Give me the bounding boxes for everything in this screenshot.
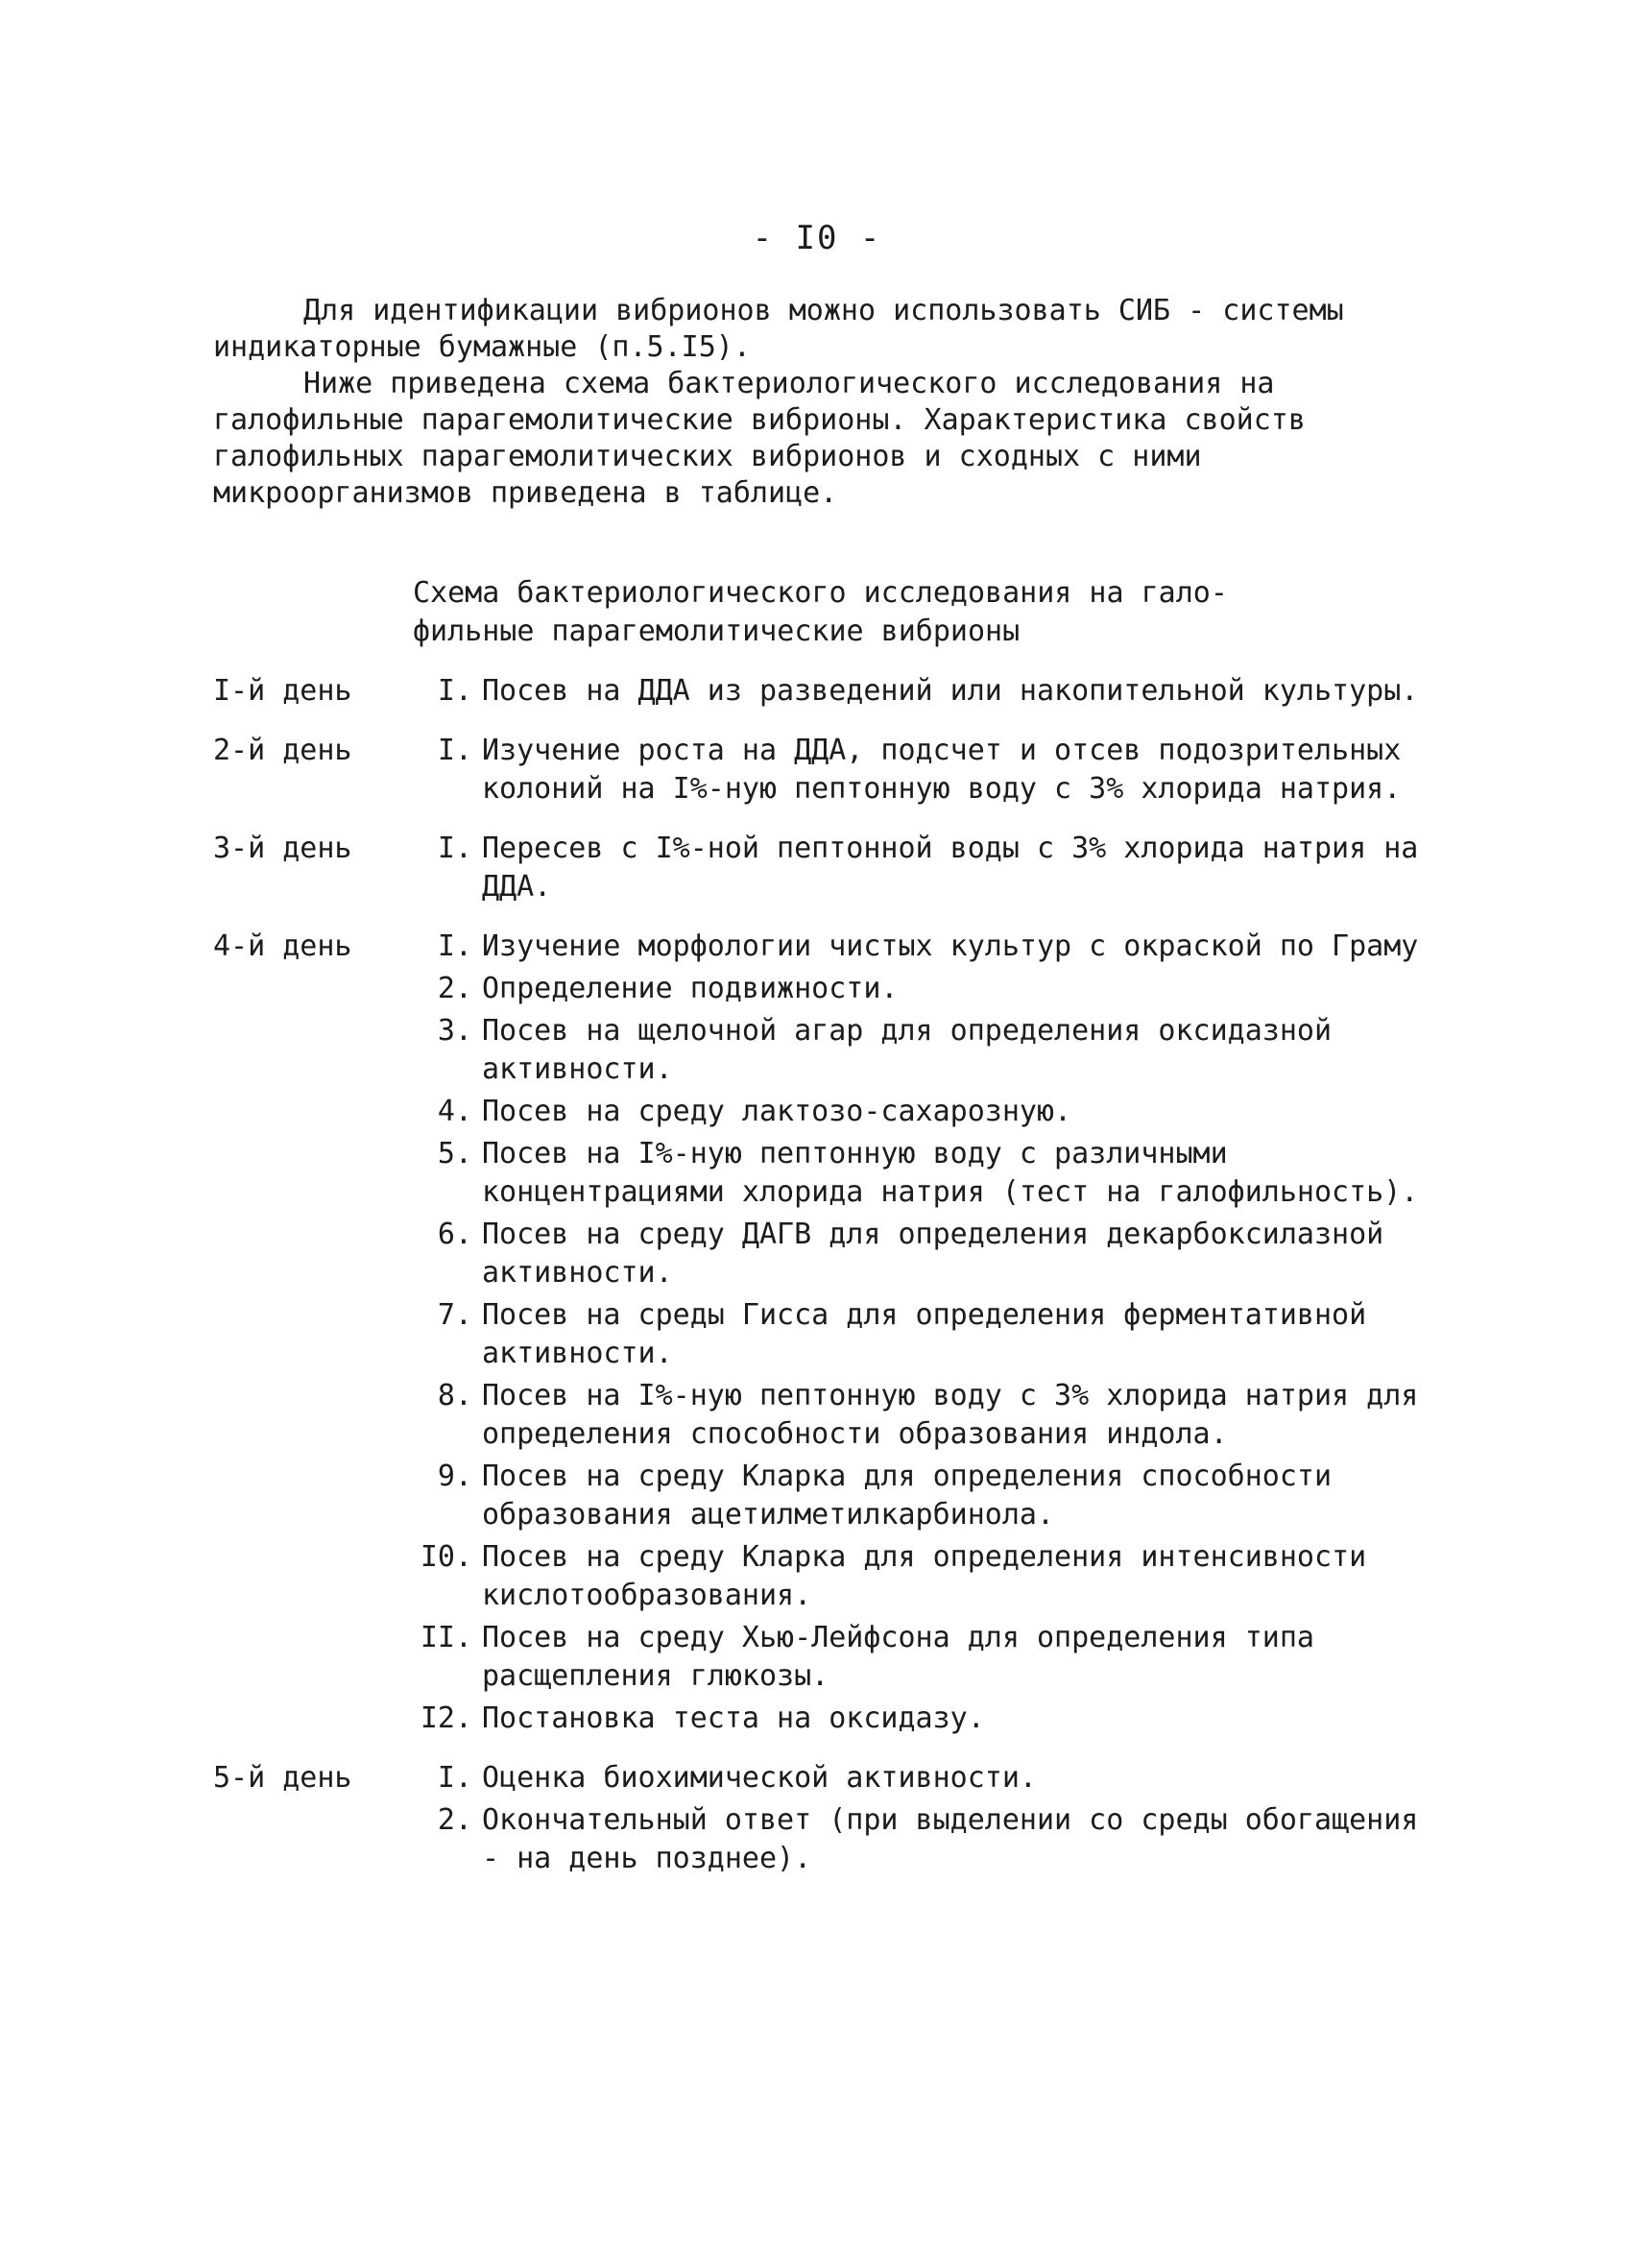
step-text: Посев на I%-ную пептонную воду с 3% хлорида натрия для определения способности образования индола. — [482, 1379, 1419, 1451]
step-item — [405, 1216, 1452, 1292]
step-text: Определение подвижности. — [482, 972, 899, 1005]
step-text: Изучение морфологии чистых культур с окраской по Граму — [482, 929, 1419, 963]
step-item — [405, 672, 1452, 711]
step-number: 8. — [437, 1379, 472, 1412]
step-number: II. — [420, 1621, 472, 1654]
day-steps — [405, 1759, 1452, 1882]
step-number: 5. — [437, 1137, 472, 1170]
step-number: 9. — [437, 1460, 472, 1493]
day-block — [213, 672, 1452, 714]
step-number: 6. — [437, 1218, 472, 1251]
day-label: 2-й день — [213, 734, 352, 767]
schema-title — [413, 574, 1277, 651]
step-item — [405, 1538, 1452, 1615]
step-item — [405, 1619, 1452, 1696]
step-text: Посев на щелочной агар для определения оксидазной активности. — [482, 1014, 1333, 1086]
step-text: Посев на среду Хью-Лейфсона для определения типа расщепления глюкозы. — [482, 1621, 1314, 1693]
day-label: 5-й день — [213, 1761, 352, 1795]
step-item — [405, 1093, 1452, 1131]
step-text: Посев на I%-ную пептонную воду с различными концентрациями хлорида натрия (тест на галофильность). — [482, 1137, 1419, 1209]
intro-paragraph-1: Для идентификации вибрионов можно использовать СИБ - системы индикаторные бумажные (п.5.I5). — [213, 294, 1344, 364]
day-block — [213, 928, 1452, 1742]
day-steps — [405, 672, 1452, 714]
step-number: 3. — [437, 1014, 472, 1048]
step-number: I0. — [420, 1540, 472, 1574]
step-text: Окончательный ответ (при выделении со среды обогащения - на день позднее). — [482, 1803, 1419, 1875]
day-label: I-й день — [213, 674, 352, 708]
intro-paragraph-2: Ниже приведена схема бактериологического исследования на галофильные парагемолитические вибрионы. Характеристика свойств галофильных парагемолитических вибрионов и сходных с ними микроорганизмов приведена в таблице. — [213, 367, 1306, 510]
step-number: I. — [437, 1761, 472, 1795]
schema-title-line-1: Схема бактериологического исследования на гало- — [413, 576, 1228, 610]
day-label: 3-й день — [213, 832, 352, 865]
step-number: I. — [437, 929, 472, 963]
step-text: Пересев с I%-ной пептонной воды с 3% хлорида натрия на ДДА. — [482, 832, 1419, 904]
step-text: Посев на среду Кларка для определения способности образования ацетилметилкарбинола. — [482, 1460, 1333, 1532]
step-text: Изучение роста на ДДА, подсчет и отсев подозрительных колоний на I%-ную пептонную воду с 3% хлорида натрия. — [482, 734, 1402, 806]
step-text: Посев на среду ДАГВ для определения декарбоксилазной активности. — [482, 1218, 1384, 1290]
step-number: I2. — [420, 1701, 472, 1735]
page-number: - I0 - — [752, 219, 882, 257]
step-item — [405, 732, 1452, 808]
step-item — [405, 1759, 1452, 1798]
step-item — [405, 830, 1452, 906]
step-number: 7. — [437, 1298, 472, 1332]
step-text: Оценка биохимической активности. — [482, 1761, 1037, 1795]
step-item — [405, 1801, 1452, 1878]
step-item — [405, 1458, 1452, 1534]
step-text: Посев на среду лактозо-сахарозную. — [482, 1095, 1072, 1128]
schema-title-line-2: фильные парагемолитические вибрионы — [413, 615, 1021, 648]
step-number: I. — [437, 832, 472, 865]
step-number: 4. — [437, 1095, 472, 1128]
day-steps — [405, 928, 1452, 1742]
step-item — [405, 928, 1452, 966]
step-item — [405, 1700, 1452, 1738]
schedule — [213, 672, 1452, 1899]
step-item — [405, 1296, 1452, 1373]
day-block — [213, 732, 1452, 812]
step-text: Посев на среду Кларка для определения интенсивности кислотообразования. — [482, 1540, 1367, 1612]
step-number: 2. — [437, 972, 472, 1005]
step-text: Посев на среды Гисса для определения ферментативной активности. — [482, 1298, 1367, 1370]
day-block — [213, 1759, 1452, 1882]
step-text: Постановка теста на оксидазу. — [482, 1701, 985, 1735]
step-number: 2. — [437, 1803, 472, 1837]
step-item — [405, 1135, 1452, 1212]
day-label: 4-й день — [213, 929, 352, 963]
day-block — [213, 830, 1452, 910]
step-item — [405, 970, 1452, 1008]
step-text: Посев на ДДА из разведений или накопительной культуры. — [482, 674, 1419, 708]
step-number: I. — [437, 734, 472, 767]
step-number: I. — [437, 674, 472, 708]
step-item — [405, 1012, 1452, 1089]
day-steps — [405, 830, 1452, 910]
day-steps — [405, 732, 1452, 812]
intro-text — [213, 293, 1432, 512]
step-item — [405, 1377, 1452, 1454]
